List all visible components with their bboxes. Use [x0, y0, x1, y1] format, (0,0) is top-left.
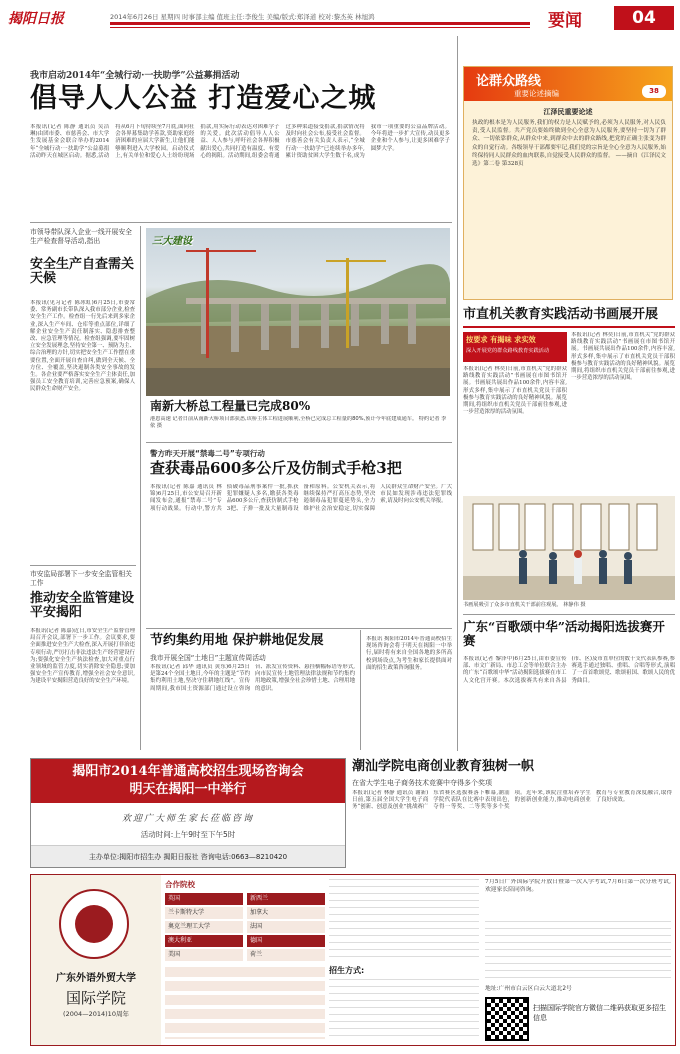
- bridge-photo: [146, 228, 450, 396]
- eduexh-banner-box: [463, 332, 567, 362]
- ad-header: 合作院校: [165, 880, 195, 889]
- program-table-rows: [165, 967, 325, 1039]
- photo-tag: 三大建设: [152, 236, 192, 247]
- masthead: [0, 0, 680, 36]
- program-item: 兰卡斯特大学: [165, 907, 243, 919]
- column-rule: [140, 226, 141, 750]
- fair-title-2: 明天在揭阳一中举行: [129, 782, 247, 797]
- land-subhead: 我市开展全国“土地日”主题宣传周活动: [150, 654, 266, 662]
- land-body: 本报讯(记者 邱华 通讯员 黄东)6月25日是第24个全国土地日,今年的主题是“节约集约利用土地,坚决守住耕地红线”。宣传周期间,我市国土资源部门通过设立咨询台、派发宣传资料、悬挂横幅标语等形式,向市民宣传土地管理法律法规和节约集约用地政策,增强全社会珍惜土地、合理用地的意识。: [150, 664, 355, 692]
- lun-box: [463, 66, 673, 300]
- divider: [30, 222, 452, 223]
- college-subhead: 在省大学生电子商务技术竞赛中夺得多个奖项: [352, 779, 492, 787]
- ad-address: 地址:广州市白云区白云大道北2号: [485, 986, 572, 992]
- lun-banner: 重要论述摘编: [514, 89, 559, 98]
- ad-school-name: 广东外语外贸大学: [56, 973, 136, 984]
- fair-footer: 主办单位:揭阳市招生办 揭阳日报社 咨询电话:0663—8210420: [31, 845, 345, 867]
- page-number: 04: [614, 6, 674, 30]
- divider: [463, 614, 675, 615]
- lead-kicker: 我市启动2014年“全城行动·一扶助学”公益募捐活动: [30, 71, 240, 81]
- lead-headline: 倡导人人公益 打造爱心之城: [30, 83, 377, 114]
- ad-qr-text: 扫描国际学院官方微信二维码获取更多招生信息: [533, 1004, 666, 1022]
- eduexh-body-left: 本报讯(记者 林奕)日前,市直机关“党的群众路线教育实践活动”书画展在市图书馆开展。书画展共展出作品100余件,内容丰富,形式多样,集中展示了市直机关党员干部积极参与教育实践活动的良好精神风貌。展览期间,将组织市直机关党员干部前往参观,进一步营造浓厚的活动氛围。: [463, 366, 567, 416]
- ad-logo-area: [31, 875, 161, 1045]
- program-item: 法国: [247, 921, 325, 933]
- exhibit-caption: 书画展吸引了众多市直机关干部前往观展。 林静伟 摄: [463, 602, 586, 608]
- dateline: 2014年6月26日 星期四 时事部主编 值班主任:李俊生 美编/版式:郑泽道 校对:黎杰英 林旭鸿: [110, 13, 375, 21]
- eduexh-banner2: 深入开展党的群众路线教育实践活动: [466, 348, 550, 354]
- column-rule: [360, 630, 361, 750]
- drug-body: 本报讯(记者 陈嘉 通讯员 林锦)6月25日,市公安局召开新闻发布会,通报“禁毒二号”专项行动战果。行动中,警方共侦破毒品刑事案件一批,抓获犯罪嫌疑人多名,缴获各类毒品600多公斤,查获仿制式手枪3把、子弹一批及大量制毒设备和原料。公安机关表示,将继续保持严打高压态势,坚决遏制毒品犯罪蔓延势头,全力维护社会治安稳定,切实保障人民群众生命财产安全。广大市民如发现涉毒违法犯罪线索,请及时向公安机关举报。: [150, 484, 452, 512]
- ad-dept: 国际学院: [65, 989, 126, 1007]
- university-body: 本报讯 揭阳市2014年普通高校招生现场咨询会将于明天在揭阳一中举行,届时将有来自全国各地的多所高校到场设点,为考生和家长提供面对面的招生政策咨询服务。: [366, 636, 452, 671]
- left2-kicker: 市安监局部署下一步安全监管相关工作: [30, 570, 132, 587]
- fair-time: 活动时间:上午9时至下午5时: [140, 830, 236, 839]
- newspaper-logo: 揭阳日报: [8, 11, 64, 27]
- college-headline: 潮汕学院电商创业教育独树一帜: [352, 759, 535, 774]
- lun-heading: 江泽民重要论述: [543, 108, 593, 116]
- canton-headline: 广东“百歌颂中华”活动揭阳选拔赛开赛: [463, 619, 665, 648]
- ad-block: [30, 874, 676, 1046]
- lead-body: 本报讯(记者 陈静 通讯员 吴洁琳)由团市委、市慈善会、市大学生发展基金会联合举办的2014年“全城行动·一扶助学”公益募捐活动昨天在城区启动。据悉,活动将从6月下旬持续至7月底,面向社会各界募集助学善款,资助家庭经济困难的应届大学新生,让他们能够顺利进入大学校园。启动仪式上,有关单位和爱心人士纷纷现场捐款,用实际行动表达对困难学子的关爱。此次活动倡导人人公益、人人参与,呼吁社会各界积极献出爱心,共同打造有温度、有爱心的揭阳。活动期间,组委会将通过多种渠道接受捐款,捐款情况将及时向社会公布,接受社会监督。市慈善会有关负责人表示,“全城行动·一扶助学”已连续举办多年,累计资助贫困大学生数千名,成为我市一项重要的公益品牌活动。今年将进一步扩大宣传,动员更多企业和个人参与,让更多困难学子圆梦大学。: [30, 124, 450, 159]
- fair-slogan: 欢迎广大师生家长莅临咨询: [121, 814, 254, 824]
- eduexh-body-right: 本报讯(记者 林奕)日前,市直机关“党的群众路线教育实践活动”书画展在市图书馆开展。书画展共展出作品100余件,内容丰富,形式多样,集中展示了市直机关党员干部积极参与教育实践活动的良好精神风貌。展览期间,将组织市直机关党员干部前往参观,进一步营造浓厚的活动氛围。: [571, 332, 675, 382]
- left1-headline: 安全生产自查需关天候: [30, 257, 135, 287]
- left2-headline: 推动安全监管建设平安揭阳: [30, 591, 135, 621]
- program-item: 美国: [165, 949, 243, 961]
- program-item: 奥克兰理工大学: [165, 921, 243, 933]
- divider: [30, 565, 136, 566]
- program-item: 德国: [247, 935, 325, 947]
- ad-openday: 7月5日广外国际学院开放日暨第一次入学考试,7月6日第一次分班考试,欢迎家长陪同咨询。: [485, 879, 671, 893]
- eduexh-headline: 市直机关教育实践活动书画展开展: [463, 307, 659, 322]
- ad-program-table: [165, 893, 325, 1041]
- photo-caption: 港恩高速 记者日前从南新大桥项目部获悉,该桥主体工程进展顺利,全桥已完成总工程量的80%,预计今年底建成通车。 特约记者 李依 摄: [150, 416, 447, 429]
- land-headline: 节约集约用地 保护耕地促发展: [150, 633, 324, 648]
- section-name: 要闻: [548, 11, 582, 31]
- drug-headline: 查获毒品600多公斤及仿制式手枪3把: [150, 459, 402, 477]
- ad-since: (2004—2014)10周年: [63, 1010, 129, 1018]
- divider: [146, 628, 452, 629]
- ad-text-lines: [485, 921, 671, 981]
- header-rule: [110, 22, 530, 25]
- photo-headline: 南新大桥总工程量已完成80%: [150, 399, 311, 413]
- school-seal-icon: [59, 889, 129, 959]
- program-item: 新西兰: [247, 893, 325, 905]
- divider: [463, 326, 675, 328]
- exhibit-photo: [463, 496, 675, 600]
- lun-title: 论群众路线: [476, 74, 542, 89]
- program-item: 英国: [165, 893, 243, 905]
- eduexh-banner: 按要求 有揭味 求实效: [466, 335, 536, 344]
- qr-code-icon[interactable]: [485, 997, 529, 1041]
- canton-body: 本报讯(记者 黎泽中)6月25日,由市委宣传部、市文广新局、市总工会等单位联合主办的广东“百歌颂中华”活动揭阳选拔赛在市工人文化宫开赛。本次选拔赛共有来自各县(市、区)及市直单位的数十支代表队参赛,参赛选手通过独唱、重唱、合唱等形式,演唱了一首首歌颂党、歌颂祖国、歌颂人民的优秀曲目。: [463, 656, 675, 684]
- college-body: 本报讯(记者 林静 通讯员 谢新)日前,第五届全国大学生电子商务“创新、创意及创业”挑战赛广东省赛区选拔赛落下帷幕,潮汕学院代表队在比赛中表现出色,夺得一等奖、二等奖等多个奖项。近年来,该院注重培养学生的创新创业能力,推动电商创业教育与专业教育深度融合,取得了良好成效。: [352, 790, 672, 811]
- ad-text-lines: [329, 979, 479, 1041]
- left1-kicker: 市领导带队深入企业一线开展安全生产检查督导活动,指出: [30, 228, 132, 245]
- program-item: 澳大利亚: [165, 935, 243, 947]
- fair-title-1: 揭阳市2014年普通高校招生现场咨询会: [72, 764, 304, 779]
- ad-text-lines: [329, 879, 479, 959]
- fair-banner: [30, 758, 346, 868]
- ad-recruit: 招生方式:: [329, 966, 365, 975]
- divider: [146, 442, 452, 443]
- program-item: 加拿大: [247, 907, 325, 919]
- left2-body: 本报讯(记者 陈嘉)近日,市安全生产监督管理局召开会议,部署下一步工作。会议要求,要全面推进安全生产大检查,深入开展打非治违专项行动,严厉打击非法违法生产经营建设行为;要强化安全生产执法检查,加大对重点行业领域的监管力度,切实消除安全隐患;要加强安全生产宣传教育,增强全社会安全意识,为建设平安揭阳营造良好的安全生产环境。: [30, 628, 135, 685]
- drug-kicker: 警方昨天开展“禁毒二号”专项行动: [150, 449, 265, 458]
- program-item: 荷兰: [247, 949, 325, 961]
- lun-number: 38: [642, 85, 666, 98]
- left1-body: 本报讯(见习记者 陈冰虹)6月25日,市委常委、常务副市长带队深入我市部分企业,检查安全生产工作。检查组一行先后来到多家企业,深入生产车间、仓库等重点部位,详细了解企业安全生产责任制落实、隐患排查整改、应急管理等情况。检查组强调,要牢固树立安全发展理念,坚持安全第一、预防为主、综合治理的方针,切实把安全生产工作摆在重要位置,全面开展自查自纠,做到全天候、全方位、全覆盖,坚决遏制各类安全事故的发生。各企业要严格落实安全生产主体责任,加强员工安全教育培训,完善应急预案,确保人民群众生命财产安全。: [30, 300, 135, 393]
- lun-body: 执政的根本是为人民服务,我们的权力是人民赋予的,必须为人民服务,对人民负责,受人民监督。共产党员要始终做到全心全意为人民服务,要坚持一切为了群众、一切依靠群众,从群众中来,到群众中去的群众路线,把党的正确主张变为群众的自觉行动。各级领导干部都要牢记,我们党的宗旨是全心全意为人民服务,始终保持同人民群众的血肉联系,自觉接受人民群众的监督。 ——摘自《江泽民文选》第二卷 第328页: [472, 120, 666, 168]
- header-rule-thin: [110, 27, 530, 28]
- column-rule: [457, 36, 458, 751]
